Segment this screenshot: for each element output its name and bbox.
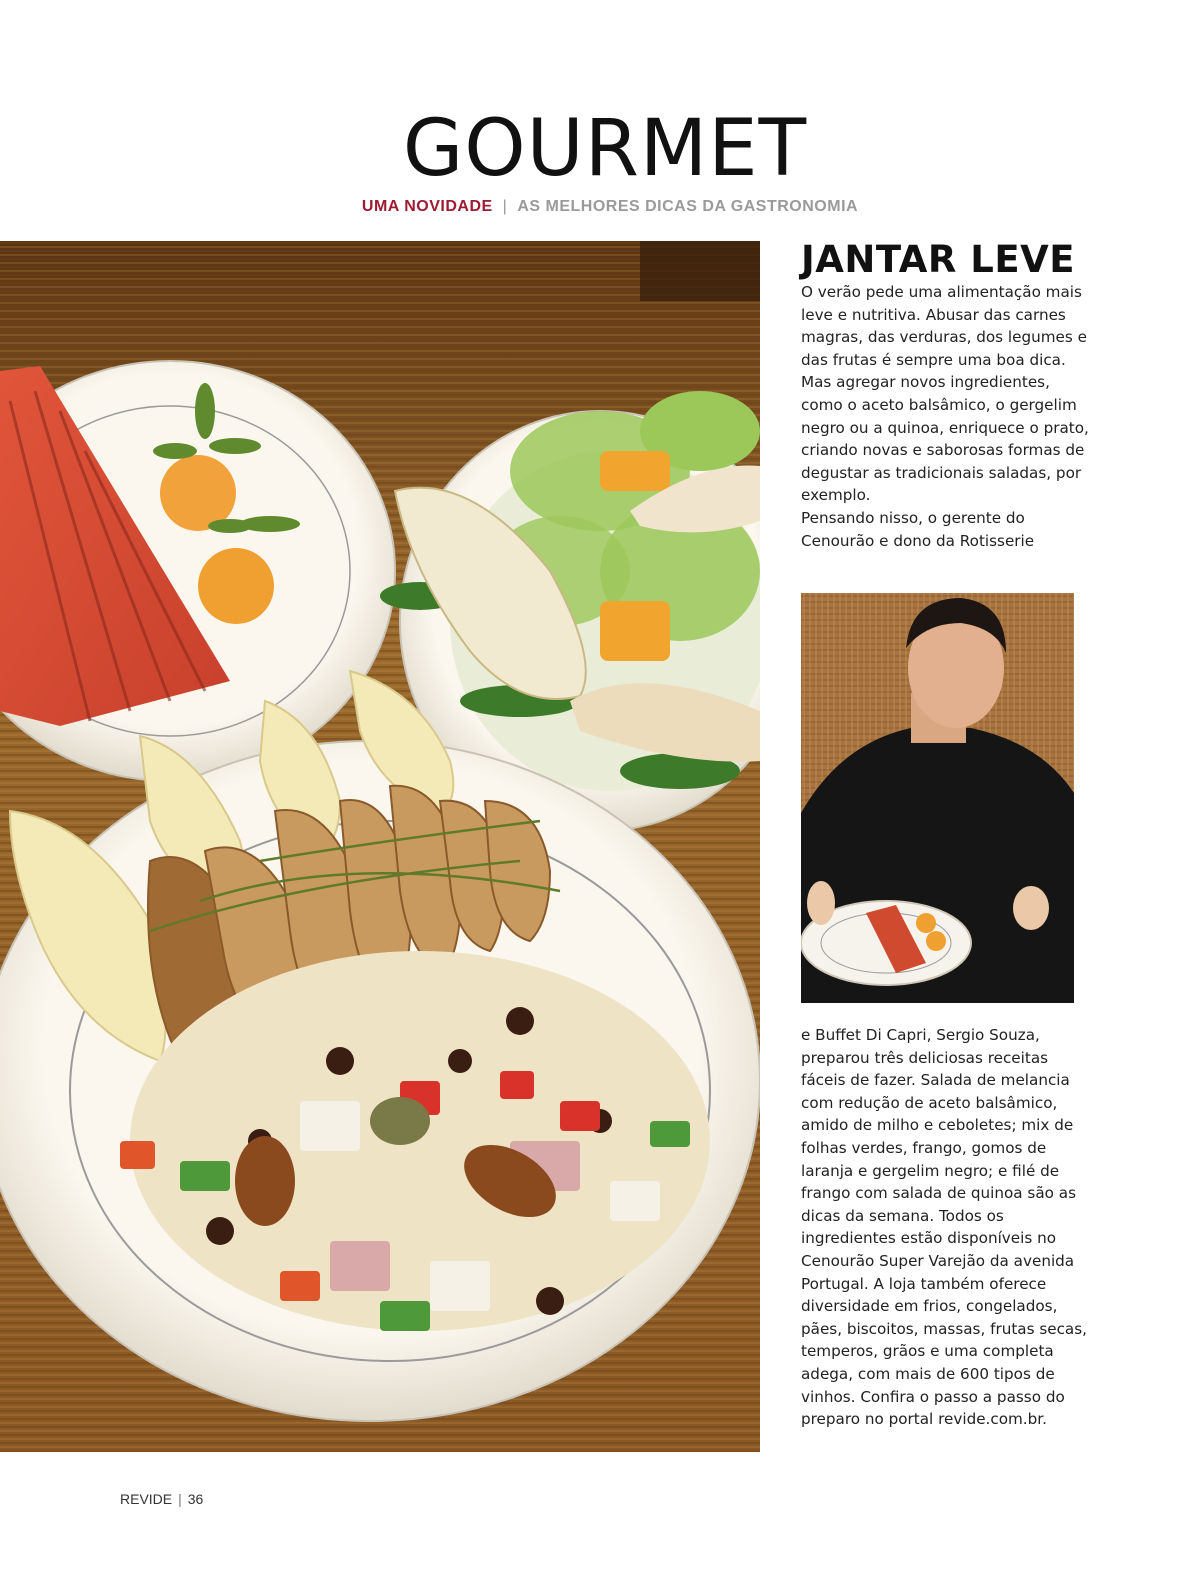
article-headline: JANTAR LEVE: [801, 238, 1076, 281]
article-body-top: [801, 281, 1091, 552]
subtitle-separator: |: [502, 198, 508, 215]
footer-separator: |: [178, 1491, 182, 1507]
article-body-bottom: [801, 1024, 1091, 1431]
food-photo: [0, 241, 760, 1452]
melon-ball: [198, 548, 274, 624]
section-subtitle: [0, 198, 1200, 216]
masthead: [0, 104, 1200, 216]
article-paragraph: Pensando nisso, o gerente do Cenourão e dono da Rotisserie: [801, 508, 1035, 550]
pecan: [235, 1136, 295, 1226]
publication-name: REVIDE: [120, 1491, 173, 1507]
article-paragraph: e Buffet Di Capri, Sergio Souza, preparou três deliciosas receitas fáceis de fazer. Salada de melancia com redução de aceto balsâmico, amido de milho e ceboletes; mix de folhas verdes, frango, gomos de laranja e gergelim negro; e filé de frango com salada de quinoa são as dicas da semana. Todos os ingredientes estão disponíveis no Cenourão Super Varejão da avenida Portugal. A loja também oferece diversidade em frios, congelados, pães, biscoitos, massas, frutas secas, temperos, grãos e uma completa adega, com mais de 600 tipos de vinhos. Confira o passo a passo do preparo no portal revide.com.br.: [801, 1026, 1087, 1429]
subtitle-tagline: AS MELHORES DICAS DA GASTRONOMIA: [517, 198, 859, 215]
quinoa-salad: [130, 951, 710, 1331]
section-title: GOURMET: [402, 104, 808, 194]
article-paragraph: O verão pede uma alimentação mais leve e nutritiva. Abusar das carnes magras, das verduras, dos legumes e das frutas é sempre uma boa dica. Mas agregar novos ingredientes, como o aceto balsâmico, o gergelim negro ou a quinoa, enriquece o prato, criando novas e saborosas formas de degustar as tradicionais saladas, por exemplo.: [801, 283, 1089, 505]
page-footer: [120, 1491, 203, 1507]
page-number: 36: [187, 1491, 204, 1507]
chef-photo: [801, 593, 1074, 1003]
subtitle-highlight: UMA NOVIDADE: [361, 198, 493, 215]
